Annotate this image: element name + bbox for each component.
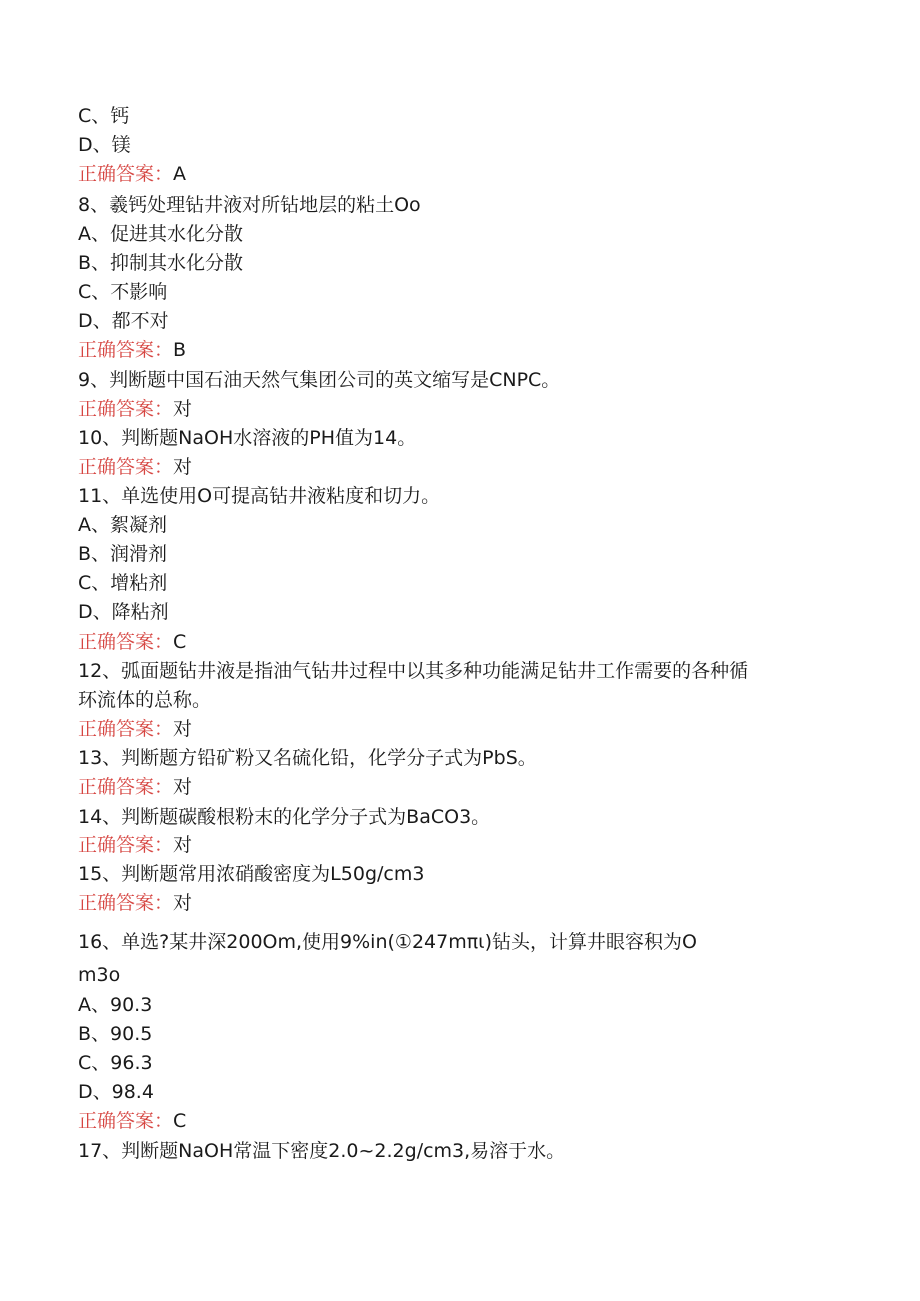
answer-line [78,717,192,741]
answer-value: 对 [173,776,193,798]
answer-value: 对 [173,718,193,740]
answer-label: 正确答案： [78,776,174,798]
answer-line [78,338,186,362]
question-line: 8、羲钙处理钻井液对所钻地层的粘土Oo [78,194,421,216]
answer-line [78,891,192,915]
answer-value: 对 [173,398,193,420]
answer-line [78,630,186,654]
answer-label: 正确答案： [78,631,174,653]
option-line: B、抑制其水化分散 [78,252,244,274]
answer-value: C [173,631,187,653]
option-line: D、降粘剂 [78,601,169,623]
option-line: A、促进其水化分散 [78,223,243,245]
option-line: A、絮凝剂 [78,514,167,536]
answer-line [78,397,192,421]
question-line: 15、判断题常用浓硝酸密度为L50g∕cm3 [78,863,425,885]
answer-line [78,775,192,799]
answer-label: 正确答案： [78,398,174,420]
answer-label: 正确答案： [78,163,174,185]
question-line: 11、单选使用O可提高钻井液粘度和切力。 [78,485,441,507]
answer-label: 正确答案： [78,1110,174,1132]
question-line: 17、判断题NaOH常温下密度2.0~2.2g∕cm3,易溶于水。 [78,1140,566,1162]
answer-line [78,162,186,186]
option-line: D、都不对 [78,310,169,332]
answer-label: 正确答案： [78,718,174,740]
question-line: 16、单选?某井深200Om,使用9%in(①247mπι)钻头，计算井眼容积为O [78,931,697,953]
answer-value: 对 [173,834,193,856]
answer-label: 正确答案： [78,456,174,478]
option-line: B、90.5 [78,1023,153,1045]
question-line: 9、判断题中国石油天然气集团公司的英文缩写是CNPC。 [78,369,561,391]
answer-label: 正确答案： [78,834,174,856]
question-line: 10、判断题NaOH水溶液的PH值为14。 [78,427,417,449]
option-line: C、增粘剂 [78,572,168,594]
question-line: 12、弧面题钻井液是指油气钻井过程中以其多种功能满足钻井工作需要的各种循 [78,660,749,682]
answer-line [78,455,192,479]
option-line: A、90.3 [78,994,153,1016]
answer-label: 正确答案： [78,339,174,361]
question-line: m3o [78,964,121,986]
answer-label: 正确答案： [78,892,174,914]
option-line: D、98.4 [78,1081,154,1103]
answer-value: 对 [173,456,193,478]
option-line: D、镁 [78,134,131,156]
option-line: C、96.3 [78,1052,153,1074]
option-line: C、不影响 [78,281,168,303]
answer-value: 对 [173,892,193,914]
answer-value: C [173,1110,187,1132]
answer-line [78,1109,186,1133]
question-line: 环流体的总称。 [78,689,212,711]
answer-value: A [173,163,187,185]
answer-value: B [173,339,187,361]
option-line: B、润滑剂 [78,543,168,565]
question-line: 14、判断题碳酸根粉末的化学分子式为BaCO3。 [78,806,491,828]
answer-line [78,833,192,857]
option-line: C、钙 [78,105,130,127]
question-line: 13、判断题方铅矿粉又名硫化铅，化学分子式为PbS。 [78,747,537,769]
